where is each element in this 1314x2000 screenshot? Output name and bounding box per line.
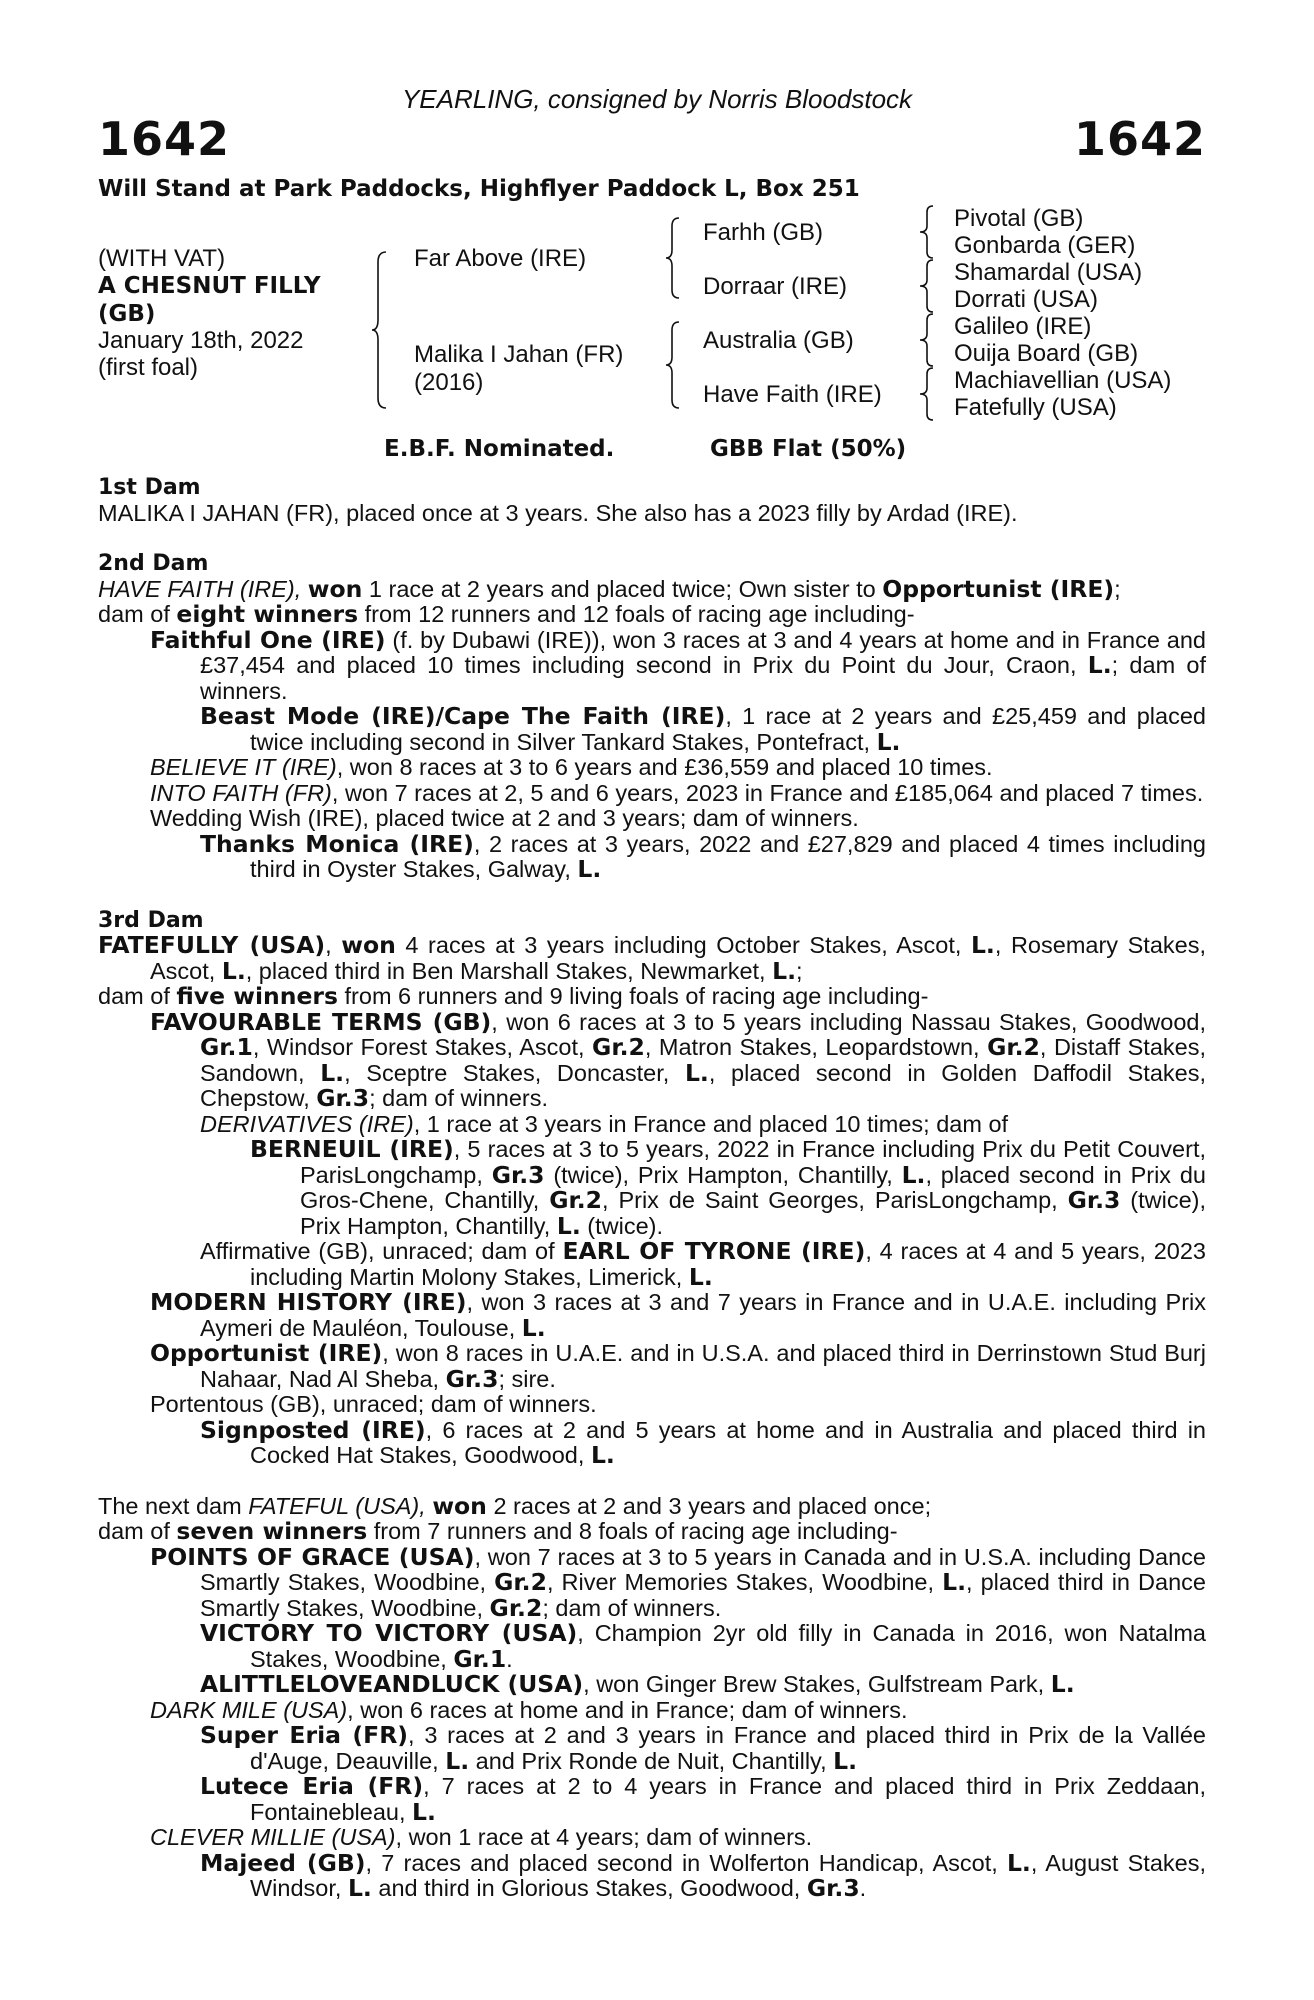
beast-mode-entry: Beast Mode (IRE)/Cape The Faith (IRE), 1 race at 2 years and £25,459 and placed twice including second in Silver Tankard Stakes, Pontefract, L. bbox=[200, 702, 1206, 756]
derivatives-entry: DERIVATIVES (IRE), 1 race at 3 years in France and placed 10 times; dam of bbox=[200, 1110, 1009, 1137]
lutece-eria-entry: Lutece Eria (FR), 7 races at 2 to 4 years in France and placed third in Prix Zeddaan, Fontainebleau, L. bbox=[200, 1772, 1207, 1826]
pedigree-brace-main bbox=[370, 250, 390, 410]
ddd-name: Fatefully (USA) bbox=[954, 394, 1117, 421]
dss-name: Galileo (IRE) bbox=[954, 313, 1092, 340]
horse-dob: January 18th, 2022 bbox=[98, 327, 304, 354]
second-dam-heading: 2nd Dam bbox=[98, 551, 209, 576]
stand-location: Will Stand at Park Paddocks, Highflyer Paddock L, Box 251 bbox=[98, 176, 860, 202]
second-dam-line2: dam of eight winners from 12 runners and 12 foals of racing age including- bbox=[98, 600, 915, 628]
lot-number-left: 1642 bbox=[98, 112, 231, 166]
next-dam-line1: The next dam FATEFUL (USA), won 2 races at 2 and 3 years and placed once; bbox=[98, 1491, 932, 1520]
ssd-name: Gonbarda (GER) bbox=[954, 232, 1136, 259]
thanks-monica-entry: Thanks Monica (IRE), 2 races at 3 years, 2022 and £27,829 and placed 4 times including third in Oyster Stakes, Galway, L. bbox=[200, 829, 1206, 883]
affirmative-entry: Affirmative (GB), unraced; dam of EARL OF TYRONE (IRE), 4 races at 4 and 5 years, 2023 including Martin Molony Stakes, Limerick, L. bbox=[200, 1237, 1206, 1291]
pedigree-brace-dd bbox=[918, 366, 936, 422]
super-eria-entry: Super Eria (FR), 3 races at 2 and 3 years in France and placed third in Prix de la Vallée d'Auge, Deauville, L. and Prix Ronde de Nuit, Chantilly, L. bbox=[200, 1721, 1207, 1775]
horse-origin: (GB) bbox=[98, 301, 156, 327]
vat-note: (WITH VAT) bbox=[98, 245, 226, 272]
third-dam-heading: 3rd Dam bbox=[98, 907, 204, 933]
sds-name: Shamardal (USA) bbox=[954, 259, 1143, 286]
clever-millie-entry: CLEVER MILLIE (USA), won 1 race at 4 years; dam of winners. bbox=[150, 1824, 813, 1850]
favourable-terms-entry: FAVOURABLE TERMS (GB), won 6 races at 3 to 5 years including Nassau Stakes, Goodwood, Gr.1, Windsor Forest Stakes, Ascot, Gr.2, Matron Stakes, Leopardstown, Gr.2, Distaff Stakes, Sandown, L., Sceptre Stakes, Doncaster, L., placed second in Golden Daffodil Stakes, Chepstow, Gr.3; dam of winners. bbox=[150, 1007, 1207, 1112]
pedigree-brace-ds bbox=[918, 312, 936, 368]
sdd-name: Dorrati (USA) bbox=[954, 286, 1099, 313]
dam-sire: Australia (GB) bbox=[703, 327, 854, 354]
dam-dam: Have Faith (IRE) bbox=[703, 381, 882, 408]
sire-dam: Dorraar (IRE) bbox=[703, 273, 848, 300]
opportunist-entry: Opportunist (IRE), won 8 races in U.A.E. and in U.S.A. and placed third in Derrinstown Stud Burj Nahaar, Nad Al Sheba, Gr.3; sire. bbox=[150, 1339, 1206, 1393]
sire-name: Far Above (IRE) bbox=[414, 245, 587, 272]
horse-note: (first foal) bbox=[98, 354, 199, 381]
berneuil-entry: BERNEUIL (IRE), 5 races at 3 to 5 years, 2022 in France including Prix du Petit Couvert, ParisLongchamp, Gr.3 (twice), Prix Hampton, Chantilly, L., placed second in Prix du Gros-Chene, Chantilly, Gr.2, Prix de Saint Georges, ParisLongchamp, Gr.3 (twice), Prix Hampton, Chantilly, L. (twice). bbox=[250, 1135, 1207, 1240]
dds-name: Machiavellian (USA) bbox=[954, 367, 1172, 394]
pedigree-brace-ss bbox=[918, 204, 936, 260]
horse-name: A CHESNUT FILLY bbox=[98, 273, 321, 299]
dam-name: Malika I Jahan (FR) bbox=[414, 341, 624, 368]
ebf-note: E.B.F. Nominated. bbox=[384, 436, 615, 462]
sire-sire: Farhh (GB) bbox=[703, 219, 824, 246]
believe-it-entry: BELIEVE IT (IRE), won 8 races at 3 to 6 years and £36,559 and placed 10 times. bbox=[150, 754, 993, 780]
victory-entry: VICTORY TO VICTORY (USA), Champion 2yr old filly in Canada in 2016, won Natalma Stakes, Woodbine, Gr.1. bbox=[200, 1619, 1206, 1673]
signposted-entry: Signposted (IRE), 6 races at 2 and 5 years at home and in Australia and placed third in Cocked Hat Stakes, Goodwood, L. bbox=[200, 1415, 1206, 1469]
first-dam-heading: 1st Dam bbox=[98, 475, 201, 500]
pedigree-brace-sd bbox=[918, 258, 936, 314]
dam-history bbox=[98, 475, 1206, 1902]
portentous-entry: Portentous (GB), unraced; dam of winners. bbox=[150, 1391, 597, 1417]
fatefully-entry: FATEFULLY (USA), won 4 races at 3 years including October Stakes, Ascot, L., Rosemary Stakes, Ascot, L., placed third in Ben Marshall Stakes, Newmarket, L.; bbox=[98, 931, 1206, 985]
next-dam-line2: dam of seven winners from 7 runners and 8 foals of racing age including- bbox=[98, 1517, 898, 1545]
dark-mile-entry: DARK MILE (USA), won 6 races at home and in France; dam of winners. bbox=[150, 1696, 908, 1723]
modern-history-entry: MODERN HISTORY (IRE), won 3 races at 3 and 7 years in France and in U.A.E. including Prix Aymeri de Mauléon, Toulouse, L. bbox=[150, 1288, 1206, 1342]
lot-number-right: 1642 bbox=[1073, 112, 1206, 166]
pedigree-brace-sire bbox=[664, 216, 682, 300]
fatefully-dam-of: dam of five winners from 6 runners and 9 living foals of racing age including- bbox=[98, 982, 929, 1010]
pedigree-brace-dam bbox=[664, 320, 682, 410]
dsd-name: Ouija Board (GB) bbox=[954, 340, 1139, 367]
consignment-line: YEARLING, consigned by Norris Bloodstock bbox=[401, 84, 913, 114]
into-faith-entry: INTO FAITH (FR), won 7 races at 2, 5 and 6 years, 2023 in France and £185,064 and placed 7 times. bbox=[150, 779, 1204, 806]
alittleloveandluck-entry: ALITTLELOVEANDLUCK (USA), won Ginger Brew Stakes, Gulfstream Park, L. bbox=[200, 1670, 1075, 1698]
sss-name: Pivotal (GB) bbox=[954, 205, 1084, 232]
faithful-one-entry: Faithful One (IRE) (f. by Dubawi (IRE)), won 3 races at 3 and 4 years at home and in France and £37,454 and placed 10 times including second in Prix du Point du Jour, Craon, L.; dam of winners. bbox=[150, 625, 1206, 704]
dam-year: (2016) bbox=[414, 369, 484, 396]
first-dam-text: MALIKA I JAHAN (FR), placed once at 3 years. She also has a 2023 filly by Ardad (IRE). bbox=[98, 499, 1018, 526]
points-of-grace-entry: POINTS OF GRACE (USA), won 7 races at 3 to 5 years in Canada and in U.S.A. including Dance Smartly Stakes, Woodbine, Gr.2, River Memories Stakes, Woodbine, L., placed third in Dance Smartly Stakes, Woodbine, Gr.2; dam of winners. bbox=[150, 1542, 1206, 1622]
gbb-note: GBB Flat (50%) bbox=[710, 436, 907, 462]
second-dam-line1: HAVE FAITH (IRE), won 1 race at 2 years and placed twice; Own sister to Opportunist (IRE); bbox=[98, 574, 1121, 603]
majeed-entry: Majeed (GB), 7 races and placed second in Wolferton Handicap, Ascot, L., August Stakes, Windsor, L. and third in Glorious Stakes, Goodwood, Gr.3. bbox=[200, 1848, 1206, 1902]
wedding-wish-entry: Wedding Wish (IRE), placed twice at 2 and 3 years; dam of winners. bbox=[150, 805, 859, 831]
